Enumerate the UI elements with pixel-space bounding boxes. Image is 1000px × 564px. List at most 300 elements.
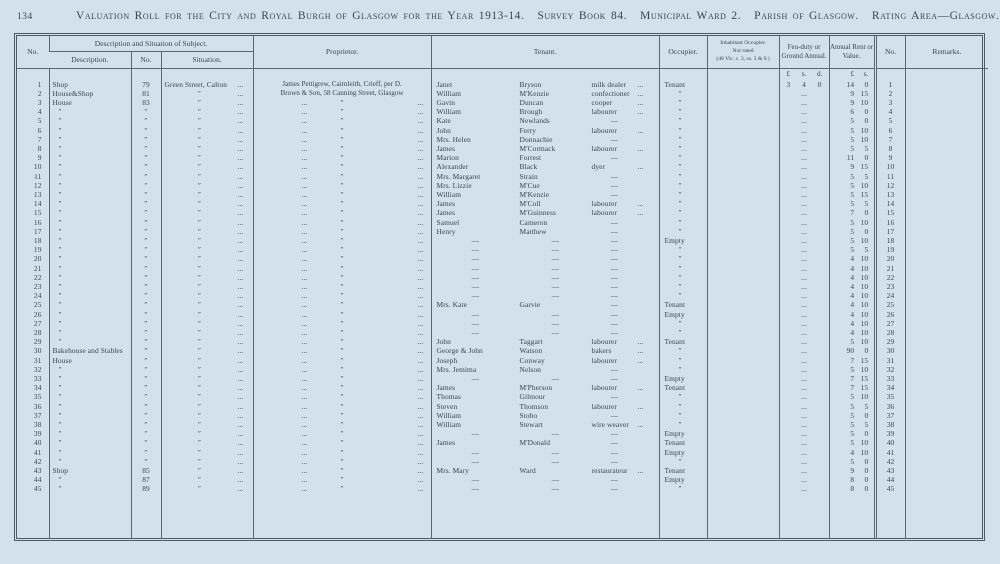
tenant-forename: — [471,291,480,301]
ditto-mark: ″ [340,134,344,144]
ellipsis-mark: ... [801,291,807,301]
inhabitant-occupier-cell [707,162,779,171]
currency-unit: £ [786,69,791,78]
entry-number: 14 [33,199,42,209]
ditto-mark: ″ [197,134,202,144]
ditto-mark: ″ [197,309,202,319]
inhabitant-occupier-cell [707,199,779,208]
ditto-mark: ″ [678,291,682,301]
roll-row [17,484,988,493]
ditto-mark: ″ [197,171,202,181]
ellipsis-mark: ... [301,346,308,356]
description-cell [49,218,131,227]
annual-rent-cell [829,438,875,447]
feu-duty-value: 4 [802,79,806,89]
ellipsis-mark: ... [301,337,308,347]
description-cell [49,392,131,401]
feu-duty-cell [779,484,829,493]
ellipsis-mark: ... [801,116,807,126]
ellipsis-mark: ... [637,162,644,172]
rent-pounds: 9 [850,88,855,98]
ditto-mark: ″ [340,364,344,374]
ellipsis-mark: ... [237,263,244,273]
description-value: Shop [52,466,69,476]
ditto-mark: ″ [340,383,344,393]
rent-shillings: 15 [860,189,869,199]
ditto-mark: ″ [197,217,202,227]
entry-number-right: 33 [875,374,905,383]
roll-row [17,227,988,236]
ditto-mark: ″ [58,337,62,347]
tenant-cell [431,484,659,493]
tenant-occupation: labourer [591,337,617,347]
ellipsis-mark: ... [801,263,807,273]
ellipsis-mark: ... [301,272,308,282]
tenant-cell [431,181,659,190]
description-cell [49,457,131,466]
tenant-cell [431,475,659,484]
inhabitant-occupier-cell [707,218,779,227]
tenant-forename: Marion [436,153,459,163]
occupier-value: Tenant [664,383,686,393]
ellipsis-mark: ... [237,189,244,199]
ellipsis-mark: ... [417,355,424,365]
ditto-mark: ″ [678,318,682,328]
rent-pounds: 5 [850,245,855,255]
rent-shillings: 10 [860,125,869,135]
entry-number-right: 12 [875,181,905,190]
ditto-mark: ″ [58,420,62,430]
inhabitant-occupier-cell [707,429,779,438]
ditto-mark: ″ [131,411,161,420]
tenant-surname: Ward [519,466,536,476]
remarks-cell [905,402,988,411]
tenant-cell [431,383,659,392]
entry-number-right: 14 [875,199,905,208]
proprietor-cell [253,282,431,291]
inhabitant-occupier-cell [707,282,779,291]
ellipsis-mark: ... [417,180,424,190]
tenant-occupation: — [610,438,619,448]
annual-rent-cell [829,116,875,125]
ditto-mark: ″ [197,180,202,190]
ellipsis-mark: ... [237,97,244,107]
roll-row [17,383,988,392]
tenant-occupation: — [610,263,619,273]
rent-pounds: 5 [850,143,855,153]
occupier-cell [659,199,707,208]
ditto-mark: ″ [58,189,62,199]
tenant-cell [431,218,659,227]
proprietor-cell [253,153,431,162]
ditto-mark: ″ [197,162,202,172]
roll-row [17,135,988,144]
rent-shillings: 10 [860,281,869,291]
tenant-forename: — [471,447,480,457]
col-header-feu-duty: Feu-duty or Ground Annual. [779,36,829,68]
tenant-surname: — [551,475,560,485]
rent-pounds: 7 [850,355,855,365]
feu-duty-cell [779,356,829,365]
entry-number-right: 18 [875,236,905,245]
situation-cell [161,448,253,457]
roll-row [17,429,988,438]
entry-number-right: 3 [875,98,905,107]
rent-shillings: 10 [860,217,869,227]
ditto-mark: ″ [131,162,161,171]
entry-number: 17 [33,226,42,236]
ditto-mark: ″ [340,466,344,476]
remarks-cell [905,411,988,420]
tenant-surname: — [551,272,560,282]
roll-row [17,162,988,171]
roll-row [17,236,988,245]
filler-row [17,494,988,538]
entry-number-right: 20 [875,254,905,263]
inhabitant-occupier-cell [707,337,779,346]
roll-row [17,181,988,190]
occupier-cell [659,162,707,171]
tenant-occupation: — [610,235,619,245]
description-cell [49,199,131,208]
remarks-cell [905,383,988,392]
proprietor-cell [253,172,431,181]
ellipsis-mark: ... [801,143,807,153]
ellipsis-mark: ... [637,355,644,365]
ellipsis-mark: ... [237,447,244,457]
feu-duty-value: 3 [786,79,791,89]
entry-number: 29 [33,337,42,347]
valuation-roll-table [17,36,988,538]
description-cell [49,282,131,291]
ditto-mark: ″ [197,456,202,466]
tenant-forename: — [471,429,480,439]
ditto-mark: ″ [340,217,344,227]
ellipsis-mark: ... [237,401,244,411]
feu-duty-cell [779,429,829,438]
proprietor-cell [253,116,431,125]
annual-rent-cell [829,374,875,383]
description-cell [49,172,131,181]
ellipsis-mark: ... [301,281,308,291]
remarks-cell [905,346,988,355]
occupier-cell [659,402,707,411]
ellipsis-mark: ... [301,475,308,485]
proprietor-cell [253,383,431,392]
ditto-mark: ″ [131,346,161,355]
rent-pounds: 5 [850,410,855,420]
rent-shillings: 10 [860,392,869,402]
tenant-cell [431,466,659,475]
ditto-mark: ″ [58,116,62,126]
rent-shillings: 0 [864,208,869,218]
situation-cell [161,144,253,153]
inhabitant-occupier-cell [707,89,779,98]
remarks-cell [905,181,988,190]
tenant-occupation: — [610,153,619,163]
proprietor-cell [253,429,431,438]
annual-rent-cell [829,153,875,162]
description-cell [49,374,131,383]
proprietor-cell [253,181,431,190]
ellipsis-mark: ... [417,189,424,199]
tenant-forename: — [471,456,480,466]
col-header-entry-no-right: No. [875,36,905,68]
situation-cell [161,319,253,328]
situation-cell [161,264,253,273]
entry-number-right: 28 [875,328,905,337]
rent-shillings: 10 [860,309,869,319]
tenant-surname: — [551,263,560,273]
ellipsis-mark: ... [801,410,807,420]
annual-rent-cell [829,98,875,107]
tenant-forename: Kate [436,116,451,126]
occupier-cell [659,218,707,227]
ellipsis-mark: ... [637,88,644,98]
ellipsis-mark: ... [237,199,244,209]
ditto-mark: ″ [678,420,682,430]
tenant-cell [431,107,659,116]
roll-row [17,310,988,319]
ellipsis-mark: ... [637,383,644,393]
ellipsis-mark: ... [237,79,244,89]
situation-cell [161,208,253,217]
annual-rent-cell [829,457,875,466]
description-cell [49,89,131,98]
ellipsis-mark: ... [301,410,308,420]
remarks-cell [905,300,988,309]
proprietor-cell [253,365,431,374]
inhabitant-occupier-cell [707,227,779,236]
rent-shillings: 0 [864,107,869,117]
entry-number-right: 29 [875,337,905,346]
ditto-mark: ″ [197,263,202,273]
occupier-value: Empty [664,475,685,485]
ellipsis-mark: ... [801,208,807,218]
rent-pounds: 5 [850,217,855,227]
ellipsis-mark: ... [301,364,308,374]
ellipsis-mark: ... [301,116,308,126]
ditto-mark: ″ [678,107,682,117]
tenant-occupation: — [610,364,619,374]
description-cell [49,475,131,484]
street-number: 85 [131,466,161,475]
ellipsis-mark: ... [237,355,244,365]
ellipsis-mark: ... [417,337,424,347]
tenant-surname: Matthew [519,226,547,236]
ellipsis-mark: ... [801,456,807,466]
proprietor-cell [253,300,431,309]
ditto-mark: ″ [340,143,344,153]
tenant-surname: — [551,447,560,457]
occupier-cell [659,135,707,144]
col-header-street-no: No. [131,51,161,68]
situation-cell [161,162,253,171]
ellipsis-mark: ... [417,364,424,374]
entry-number: 21 [33,263,42,273]
rent-pounds: 7 [850,208,855,218]
ditto-mark: ″ [197,374,202,383]
ellipsis-mark: ... [417,420,424,430]
ditto-mark: ″ [131,402,161,411]
ellipsis-mark: ... [801,318,807,328]
inhabitant-occupier-cell [707,144,779,153]
ditto-mark: ″ [58,300,62,310]
proprietor-cell [253,356,431,365]
ellipsis-mark: ... [237,364,244,374]
ellipsis-mark: ... [417,410,424,420]
ditto-mark: ″ [131,328,161,337]
proprietor-cell [253,107,431,116]
occupier-cell [659,319,707,328]
tenant-cell [431,429,659,438]
feu-duty-cell [779,273,829,282]
inhabitant-occupier-cell [707,236,779,245]
entry-number: 23 [33,281,42,291]
tenant-occupation: — [610,475,619,485]
ellipsis-mark: ... [237,456,244,466]
rent-pounds: 5 [850,235,855,245]
ellipsis-mark: ... [801,300,807,310]
ditto-mark: ″ [197,475,202,485]
tenant-cell [431,448,659,457]
description-cell [49,264,131,273]
ditto-mark: ″ [131,181,161,190]
inhabitant-occupier-cell [707,181,779,190]
occupier-cell [659,374,707,383]
ellipsis-mark: ... [301,125,308,135]
street-number: 79 [131,80,161,89]
tenant-occupation: restaurateur [591,466,628,476]
ditto-mark: ″ [197,116,202,126]
ellipsis-mark: ... [417,217,424,227]
situation-cell [161,383,253,392]
situation-value: Green Street, Calton [164,79,228,89]
ellipsis-mark: ... [801,134,807,144]
entry-number: 15 [33,208,42,218]
tenant-forename: Mrs. Helen [436,134,471,144]
annual-rent-cell [829,135,875,144]
annual-rent-cell [829,365,875,374]
tenant-occupation: — [610,309,619,319]
remarks-cell [905,448,988,457]
description-cell [49,402,131,411]
inhabitant-occupier-cell [707,190,779,199]
tenant-cell [431,227,659,236]
remarks-cell [905,135,988,144]
situation-cell [161,282,253,291]
entry-number-right: 5 [875,116,905,125]
ditto-mark: ″ [678,162,682,172]
entry-number: 38 [33,420,42,430]
remarks-cell [905,291,988,300]
description-cell [49,300,131,309]
proprietor-cell [253,420,431,429]
roll-row [17,126,988,135]
ellipsis-mark: ... [801,272,807,282]
ellipsis-mark: ... [237,153,244,163]
inhabitant-occupier-cell [707,245,779,254]
ellipsis-mark: ... [417,263,424,273]
rent-shillings: 0 [864,466,869,476]
tenant-cell [431,126,659,135]
tenant-forename: Alexander [436,162,469,172]
entry-number: 26 [33,309,42,319]
annual-rent-cell [829,218,875,227]
feu-duty-cell [779,144,829,153]
occupier-cell [659,245,707,254]
ditto-mark: ″ [58,263,62,273]
ellipsis-mark: ... [301,401,308,411]
tenant-surname: M'Cormack [519,143,556,153]
roll-row [17,273,988,282]
rent-shillings: 10 [860,447,869,457]
remarks-cell [905,190,988,199]
ditto-mark: ″ [131,337,161,346]
ellipsis-mark: ... [637,420,644,430]
page-title [76,10,1000,22]
entry-number-right: 39 [875,429,905,438]
description-cell [49,411,131,420]
rent-pounds: 4 [850,272,855,282]
ellipsis-mark: ... [301,199,308,209]
feu-duty-cell [779,190,829,199]
ditto-mark: ″ [58,143,62,153]
rent-shillings: 0 [864,456,869,466]
ellipsis-mark: ... [801,125,807,135]
ditto-mark: ″ [131,365,161,374]
remarks-cell [905,365,988,374]
tenant-occupation: labourer [591,143,617,153]
rent-shillings: 15 [860,162,869,172]
ditto-mark: ″ [58,245,62,255]
ellipsis-mark: ... [301,374,308,383]
remarks-cell [905,80,988,89]
annual-rent-cell [829,356,875,365]
ellipsis-mark: ... [237,208,244,218]
tenant-occupation: — [610,245,619,255]
ellipsis-mark: ... [801,327,807,337]
feu-duty-cell [779,411,829,420]
inhabitant-occupier-cell [707,319,779,328]
tenant-surname: — [551,245,560,255]
feu-duty-cell [779,107,829,116]
occupier-cell [659,337,707,346]
tenant-surname: Cameron [519,217,548,227]
inhabitant-occupier-cell [707,365,779,374]
annual-rent-cell [829,89,875,98]
ellipsis-mark: ... [801,466,807,476]
ditto-mark: ″ [340,420,344,430]
entry-number: 10 [33,162,42,172]
ditto-mark: ″ [340,337,344,347]
tenant-cell [431,392,659,401]
ellipsis-mark: ... [237,217,244,227]
ditto-mark: ″ [340,116,344,126]
entry-number: 7 [37,134,42,144]
tenant-surname: M'Coll [519,199,541,209]
feu-duty-cell [779,89,829,98]
tenant-cell [431,98,659,107]
tenant-forename: Mrs. Jemima [436,364,477,374]
ditto-mark: ″ [131,448,161,457]
ellipsis-mark: ... [237,475,244,485]
tenant-forename: James [436,143,456,153]
proprietor-cell [253,438,431,447]
feu-duty-cell [779,374,829,383]
roll-row [17,392,988,401]
occupier-cell [659,484,707,493]
